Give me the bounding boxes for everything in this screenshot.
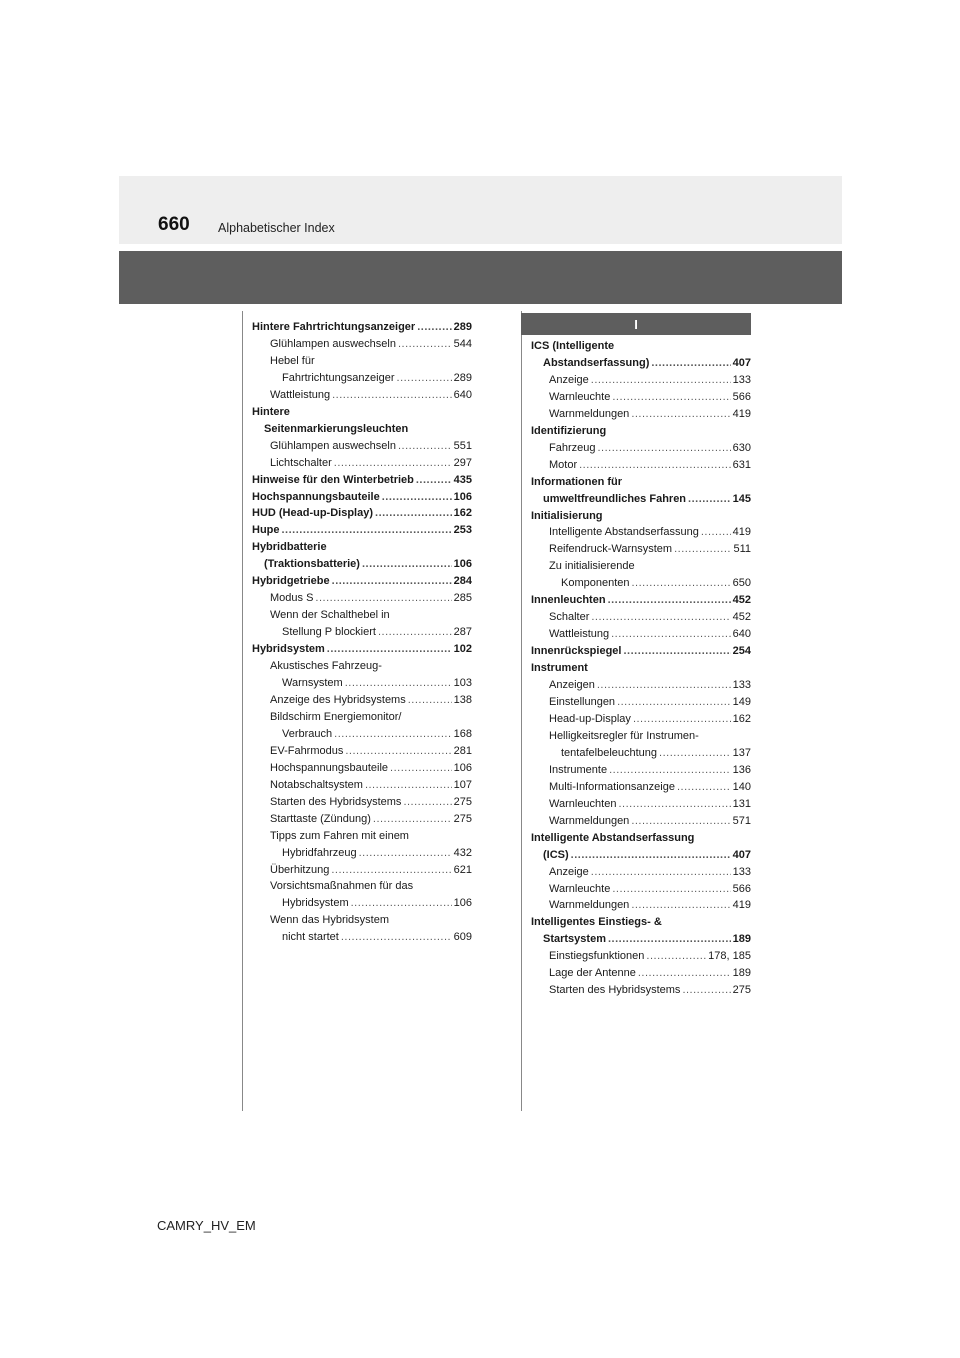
index-column-left (252, 319, 472, 946)
dot-leader (378, 624, 452, 641)
dot-leader (612, 389, 730, 406)
index-entry-term: Innenleuchten (531, 594, 606, 607)
dot-leader (403, 794, 451, 811)
index-entry-page: 253 (453, 524, 472, 537)
dot-leader (332, 387, 452, 404)
dot-leader (631, 406, 730, 423)
index-entry-page: 136 (732, 763, 751, 776)
index-entry-page: 145 (732, 492, 751, 505)
index-entry (252, 472, 472, 489)
dot-leader (351, 895, 452, 912)
dot-leader (345, 743, 451, 760)
index-entry-term: Glühlampen auswechseln (270, 439, 396, 452)
dot-leader (659, 745, 731, 762)
dot-leader (611, 626, 731, 643)
dot-leader (591, 609, 730, 626)
index-entry (531, 864, 751, 881)
dot-leader (688, 491, 731, 508)
index-entry (531, 592, 751, 609)
index-column-right (531, 338, 751, 999)
index-entry-page: 102 (453, 643, 472, 656)
dot-leader (597, 677, 731, 694)
index-entry (531, 931, 751, 948)
index-entry-term: EV-Fahrmodus (270, 744, 344, 757)
index-entry (252, 811, 472, 828)
dot-leader (591, 864, 731, 881)
index-entry (531, 643, 751, 660)
index-entry-term: Vorsichtsmaßnahmen für das (270, 880, 414, 893)
index-entry (252, 539, 472, 556)
right-column-rule (521, 311, 522, 1111)
index-entry-page: 407 (732, 356, 751, 369)
index-entry-page: 168 (453, 727, 472, 740)
index-entry-page: 189 (732, 967, 751, 980)
dot-leader (631, 897, 730, 914)
index-entry-page: 432 (453, 846, 472, 859)
index-entry (252, 438, 472, 455)
index-entry (531, 847, 751, 864)
dot-leader (632, 575, 731, 592)
index-entry-term: Hochspannungsbauteile (270, 761, 389, 774)
index-entry-page: 107 (453, 778, 472, 791)
index-entry-page: 566 (732, 390, 751, 403)
index-entry (531, 745, 751, 762)
index-entry-term: Akustisches Fahrzeug- (270, 660, 382, 673)
index-entry-term: Wenn das Hybridsystem (270, 914, 390, 927)
index-entry (252, 828, 472, 845)
index-entry (252, 455, 472, 472)
index-entry (531, 558, 751, 575)
index-entry-page: 285 (453, 592, 472, 605)
index-entry-page: 452 (732, 611, 751, 624)
index-entry (531, 948, 751, 965)
dot-leader (332, 573, 452, 590)
dot-leader (334, 455, 452, 472)
index-entry-term: Wattleistung (270, 388, 331, 401)
index-entry-term: Stellung P blockiert (282, 626, 376, 639)
dot-leader (682, 982, 730, 999)
index-entry-page: 297 (453, 456, 472, 469)
dot-leader (631, 813, 730, 830)
index-entry-term: Hybridfahrzeug (282, 846, 357, 859)
dot-leader (646, 948, 706, 965)
index-entry (252, 505, 472, 522)
index-entry (252, 743, 472, 760)
index-entry (531, 440, 751, 457)
index-entry-page: 551 (453, 439, 472, 452)
index-entry-term: Instrumente (549, 763, 608, 776)
index-entry-page: 275 (453, 795, 472, 808)
index-entry-page: 106 (453, 490, 472, 503)
index-entry (252, 421, 472, 438)
index-entry-page: 640 (732, 628, 751, 641)
index-entry (531, 762, 751, 779)
index-entry-term: Starttaste (Zündung) (270, 812, 371, 825)
index-entry (252, 878, 472, 895)
index-entry-term: Intelligente Abstandserfassung (549, 526, 699, 539)
index-entry-page: 289 (453, 321, 472, 333)
dot-leader (608, 592, 731, 609)
index-entry (531, 355, 751, 372)
index-entry-term: Hybridgetriebe (252, 575, 330, 588)
index-entry (252, 607, 472, 624)
index-entry-term: Anzeige des Hybridsystems (270, 693, 406, 706)
index-entry (252, 692, 472, 709)
index-entry-term: Verbrauch (282, 727, 333, 740)
index-entry (531, 423, 751, 440)
dot-leader (398, 438, 452, 455)
dot-leader (341, 929, 452, 946)
index-entry-term: Multi-Informationsanzeige (549, 780, 675, 793)
dot-leader (375, 505, 452, 522)
dot-leader (315, 590, 451, 607)
section-letter-header: I (521, 313, 751, 335)
dot-leader (633, 711, 731, 728)
index-entry-term: Warnmeldungen (549, 899, 630, 912)
index-entry (531, 541, 751, 558)
index-entry-term: Hintere (252, 405, 290, 418)
index-entry-page: 131 (732, 797, 751, 810)
index-entry (531, 508, 751, 525)
index-entry-page: 138 (453, 693, 472, 706)
index-entry-term: Notabschaltsystem (270, 778, 363, 791)
index-entry-term: Hinweise für den Winterbetrieb (252, 473, 414, 486)
index-entry (252, 895, 472, 912)
index-entry-term: Überhitzung (270, 863, 330, 876)
index-entry-term: Motor (549, 458, 578, 471)
index-entry-page: 106 (453, 897, 472, 910)
index-entry-page: 106 (453, 558, 472, 571)
index-entry-term: Warnmeldungen (549, 407, 630, 420)
index-entry (252, 387, 472, 404)
page-title: Alphabetischer Index (218, 221, 335, 235)
index-entry-term: Intelligente Abstandserfassung (531, 831, 695, 844)
index-entry-page: 571 (732, 814, 751, 827)
index-entry-page: 103 (453, 677, 472, 690)
dot-leader (390, 760, 452, 777)
index-entry-term: Hintere Fahrtrichtungsanzeiger (252, 321, 416, 333)
index-entry (252, 726, 472, 743)
index-entry (531, 694, 751, 711)
dot-leader (327, 641, 452, 658)
dot-leader (579, 457, 731, 474)
index-entry-page: 133 (732, 679, 751, 692)
index-entry (531, 609, 751, 626)
index-entry-term: Glühlampen auswechseln (270, 337, 396, 350)
index-entry (252, 658, 472, 675)
index-entry (252, 675, 472, 692)
dot-leader (701, 524, 731, 541)
dot-leader (609, 762, 731, 779)
index-entry-term: Modus S (270, 592, 314, 605)
index-entry (252, 912, 472, 929)
index-entry-page: 275 (453, 812, 472, 825)
index-entry-term: Warnsystem (282, 677, 343, 690)
dot-leader (359, 845, 452, 862)
index-entry (531, 897, 751, 914)
index-entry-page: 621 (453, 863, 472, 876)
index-entry (252, 760, 472, 777)
dot-leader (345, 675, 452, 692)
dot-leader (362, 556, 452, 573)
index-entry-page: 419 (732, 407, 751, 420)
index-entry (531, 965, 751, 982)
index-entry (252, 489, 472, 506)
index-entry (531, 389, 751, 406)
index-entry-term: Anzeige (549, 373, 589, 386)
index-entry-term: Helligkeitsregler für Instrumen- (549, 729, 699, 742)
index-entry-term: tentafelbeleuchtung (561, 746, 658, 759)
index-entry-term: Fahrzeug (549, 441, 596, 454)
index-entry (252, 845, 472, 862)
index-entry (252, 624, 472, 641)
index-entry (252, 319, 472, 336)
index-entry-term: Hybridbatterie (252, 541, 327, 554)
index-entry (531, 626, 751, 643)
index-entry-term: Anzeigen (549, 679, 595, 692)
index-entry (252, 777, 472, 794)
dot-leader (623, 643, 730, 660)
index-entry-term: Starten des Hybridsystems (270, 795, 402, 808)
index-entry-term: Schalter (549, 611, 590, 624)
dot-leader (617, 694, 731, 711)
index-entry-term: Fahrtrichtungsanzeiger (282, 371, 395, 384)
index-entry-page: 650 (732, 577, 751, 590)
index-entry-page: 254 (732, 645, 751, 658)
left-column-rule (242, 311, 243, 1111)
index-entry (252, 370, 472, 387)
index-entry-term: Intelligentes Einstiegs- & (531, 916, 662, 929)
index-entry-term: Tipps zum Fahren mit einem (270, 829, 409, 842)
dot-leader (677, 779, 731, 796)
index-entry (252, 590, 472, 607)
index-entry (252, 709, 472, 726)
index-entry-page: 189 (732, 933, 751, 946)
index-entry-term: Innenrückspiegel (531, 645, 622, 658)
index-entry-page: 566 (732, 882, 751, 895)
dot-leader (365, 777, 452, 794)
index-entry (531, 457, 751, 474)
index-entry-page: 287 (453, 626, 472, 639)
dot-leader (618, 796, 730, 813)
dot-leader (416, 472, 452, 489)
index-entry (531, 728, 751, 745)
index-entry-term: Bildschirm Energiemonitor/ (270, 710, 402, 723)
page-number: 660 (158, 214, 190, 235)
index-entry-term: Hochspannungsbauteile (252, 490, 380, 503)
dot-leader (398, 336, 452, 353)
index-entry-term: Einstiegsfunktionen (549, 950, 645, 963)
index-entry (531, 677, 751, 694)
index-entry-term: (Traktionsbatterie) (264, 558, 360, 571)
index-entry-term: Warnleuchte (549, 390, 611, 403)
index-entry-page: 178, 185 (708, 950, 751, 963)
index-entry-page: 281 (453, 744, 472, 757)
index-entry-term: Zu initialisierende (549, 560, 635, 573)
index-entry (252, 641, 472, 658)
dot-leader (331, 862, 451, 879)
index-entry-term: Initialisierung (531, 509, 603, 522)
index-entry (531, 711, 751, 728)
dot-leader (282, 522, 452, 539)
index-entry-page: 435 (453, 473, 472, 486)
index-entry-page: 419 (732, 899, 751, 912)
index-entry (252, 573, 472, 590)
dot-leader (334, 726, 451, 743)
dot-leader (612, 881, 730, 898)
index-entry (531, 779, 751, 796)
index-entry-page: 106 (453, 761, 472, 774)
dot-leader (417, 319, 451, 336)
index-entry-term: Hupe (252, 524, 280, 537)
index-entry-page: 275 (732, 984, 751, 997)
index-entry-page: 133 (732, 865, 751, 878)
index-entry-page: 631 (732, 458, 751, 471)
index-entry-term: umweltfreundliches Fahren (543, 492, 687, 505)
index-entry (252, 556, 472, 573)
index-entry (252, 794, 472, 811)
index-entry (252, 929, 472, 946)
index-entry-term: Warnleuchten (549, 797, 617, 810)
dot-leader (651, 355, 730, 372)
index-entry (531, 524, 751, 541)
index-entry-page: 407 (732, 848, 751, 861)
index-entry-term: ICS (Intelligente (531, 340, 615, 352)
dot-leader (608, 931, 731, 948)
index-entry (531, 881, 751, 898)
index-entry-page: 452 (732, 594, 751, 607)
index-entry-page: 137 (732, 746, 751, 759)
index-entry-page: 284 (453, 575, 472, 588)
index-entry-term: Reifendruck-Warnsystem (549, 543, 673, 556)
index-entry (252, 353, 472, 370)
index-entry-term: Wenn der Schalthebel in (270, 609, 390, 622)
index-entry-term: nicht startet (282, 931, 339, 944)
section-band (119, 251, 842, 304)
index-entry-page: 544 (453, 337, 472, 350)
dot-leader (397, 370, 452, 387)
index-entry (531, 491, 751, 508)
index-entry (252, 404, 472, 421)
index-entry (531, 372, 751, 389)
dot-leader (638, 965, 731, 982)
dot-leader (597, 440, 730, 457)
index-entry-term: Seitenmarkierungsleuchten (264, 422, 409, 435)
index-entry-term: Abstandserfassung) (543, 356, 650, 369)
index-entry-term: Lage der Antenne (549, 967, 636, 980)
index-entry-page: 289 (453, 371, 472, 384)
index-entry (531, 914, 751, 931)
index-entry-term: HUD (Head-up-Display) (252, 507, 374, 520)
index-entry-term: Lichtschalter (270, 456, 332, 469)
dot-leader (373, 811, 452, 828)
index-entry-term: Komponenten (561, 577, 630, 590)
index-entry-term: Informationen für (531, 475, 623, 488)
index-entry-term: Warnleuchte (549, 882, 611, 895)
index-entry (531, 796, 751, 813)
index-entry (531, 830, 751, 847)
index-entry-term: Wattleistung (549, 628, 610, 641)
index-entry (252, 862, 472, 879)
dot-leader (674, 541, 731, 558)
index-entry-term: Anzeige (549, 865, 589, 878)
index-entry-page: 640 (453, 388, 472, 401)
index-entry (531, 474, 751, 491)
index-entry-page: 149 (732, 696, 751, 709)
footer-code: CAMRY_HV_EM (157, 1218, 256, 1233)
index-entry-page: 162 (453, 507, 472, 520)
index-entry (531, 575, 751, 592)
dot-leader (571, 847, 731, 864)
index-entry-term: Einstellungen (549, 696, 616, 709)
index-entry-page: 140 (732, 780, 751, 793)
index-entry-page: 419 (732, 526, 751, 539)
dot-leader (408, 692, 452, 709)
index-entry-term: Head-up-Display (549, 712, 631, 725)
dot-leader (591, 372, 731, 389)
index-entry (252, 336, 472, 353)
index-entry (531, 406, 751, 423)
index-entry (252, 522, 472, 539)
index-entry-term: (ICS) (543, 848, 569, 861)
index-entry (531, 660, 751, 677)
index-entry-page: 609 (453, 931, 472, 944)
index-entry-page: 133 (732, 373, 751, 386)
index-entry-term: Warnmeldungen (549, 814, 630, 827)
index-entry-page: 630 (732, 441, 751, 454)
index-entry (531, 982, 751, 999)
index-entry-term: Identifizierung (531, 424, 607, 437)
index-entry (531, 813, 751, 830)
index-entry-term: Hybridsystem (282, 897, 349, 910)
index-entry (531, 338, 751, 355)
index-entry-page: 511 (733, 543, 751, 556)
index-entry-term: Starten des Hybridsystems (549, 984, 681, 997)
index-entry-term: Hebel für (270, 354, 315, 367)
dot-leader (382, 489, 452, 506)
index-entry-term: Instrument (531, 662, 588, 675)
index-entry-term: Startsystem (543, 933, 606, 946)
index-entry-term: Hybridsystem (252, 643, 325, 656)
index-entry-page: 162 (732, 712, 751, 725)
